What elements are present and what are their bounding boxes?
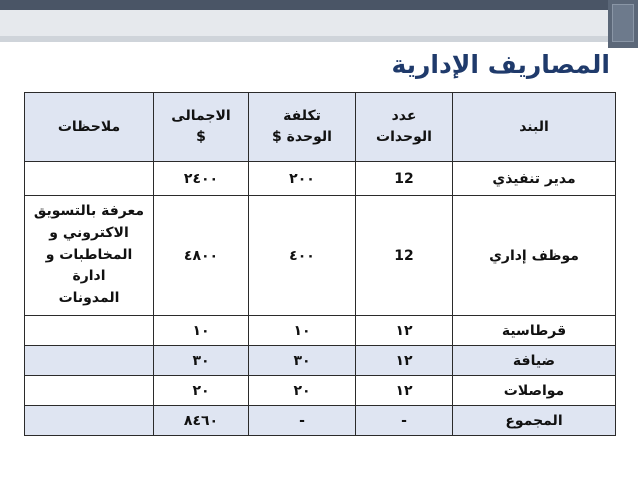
header-units-line2: الوحدات xyxy=(376,129,432,145)
cell-unit-cost: ٢٠ xyxy=(249,376,356,406)
header-unit-cost xyxy=(249,93,356,162)
table-row xyxy=(25,196,616,316)
cell-units: 12 xyxy=(356,196,453,316)
header-total xyxy=(154,93,249,162)
cell-total: ٤٨٠٠ xyxy=(154,196,249,316)
expenses-table xyxy=(24,92,616,436)
cell-units: ١٢ xyxy=(356,346,453,376)
cell-item: مواصلات xyxy=(453,376,616,406)
cell-unit-cost: ٤٠٠ xyxy=(249,196,356,316)
cell-units: 12 xyxy=(356,162,453,196)
header-cost-line1: تكلفة xyxy=(283,108,321,124)
cell-notes xyxy=(25,196,154,316)
header-units-line1: عدد xyxy=(391,108,417,124)
header-stripe-dark xyxy=(0,0,638,10)
cell-item: المجموع xyxy=(453,406,616,436)
notes-line: المخاطبات و ادارة xyxy=(45,246,133,285)
cell-notes xyxy=(25,316,154,346)
cell-total: ٢٠ xyxy=(154,376,249,406)
cell-total: ٣٠ xyxy=(154,346,249,376)
notes-line: المدونات xyxy=(58,290,120,307)
header-units xyxy=(356,93,453,162)
cell-total: ٨٤٦٠ xyxy=(154,406,249,436)
notes-line: الاكتروني و xyxy=(49,224,129,241)
cell-item: موظف إداري xyxy=(453,196,616,316)
cell-unit-cost: ٣٠ xyxy=(249,346,356,376)
header-stripe-light xyxy=(0,10,608,36)
header-item: البند xyxy=(453,93,616,162)
cell-item: قرطاسية xyxy=(453,316,616,346)
cell-units: - xyxy=(356,406,453,436)
cell-notes xyxy=(25,406,154,436)
header-total-line2: $ xyxy=(196,129,206,145)
table-row xyxy=(25,376,616,406)
header-notes: ملاحظات xyxy=(25,93,154,162)
cell-total: ٢٤٠٠ xyxy=(154,162,249,196)
cell-notes xyxy=(25,162,154,196)
header-cost-line2: الوحدة $ xyxy=(272,129,332,145)
slide-header-band xyxy=(0,0,638,48)
cell-unit-cost: ٢٠٠ xyxy=(249,162,356,196)
cell-units: ١٢ xyxy=(356,316,453,346)
cell-unit-cost: ١٠ xyxy=(249,316,356,346)
cell-notes xyxy=(25,376,154,406)
notes-line: معرفة بالتسويق xyxy=(33,203,145,220)
table-row xyxy=(25,316,616,346)
slide-title: المصاريف الإدارية xyxy=(391,50,610,79)
header-stripe-mid xyxy=(0,36,608,42)
cell-units: ١٢ xyxy=(356,376,453,406)
cell-unit-cost: - xyxy=(249,406,356,436)
cell-total: ١٠ xyxy=(154,316,249,346)
header-corner-inset xyxy=(612,4,634,42)
header-total-line1: الاجمالى xyxy=(171,108,231,124)
table-row xyxy=(25,162,616,196)
table-row-total xyxy=(25,406,616,436)
table-header-row xyxy=(25,93,616,162)
cell-item: مدير تنفيذي xyxy=(453,162,616,196)
table-row xyxy=(25,346,616,376)
cell-notes xyxy=(25,346,154,376)
cell-item: ضيافة xyxy=(453,346,616,376)
